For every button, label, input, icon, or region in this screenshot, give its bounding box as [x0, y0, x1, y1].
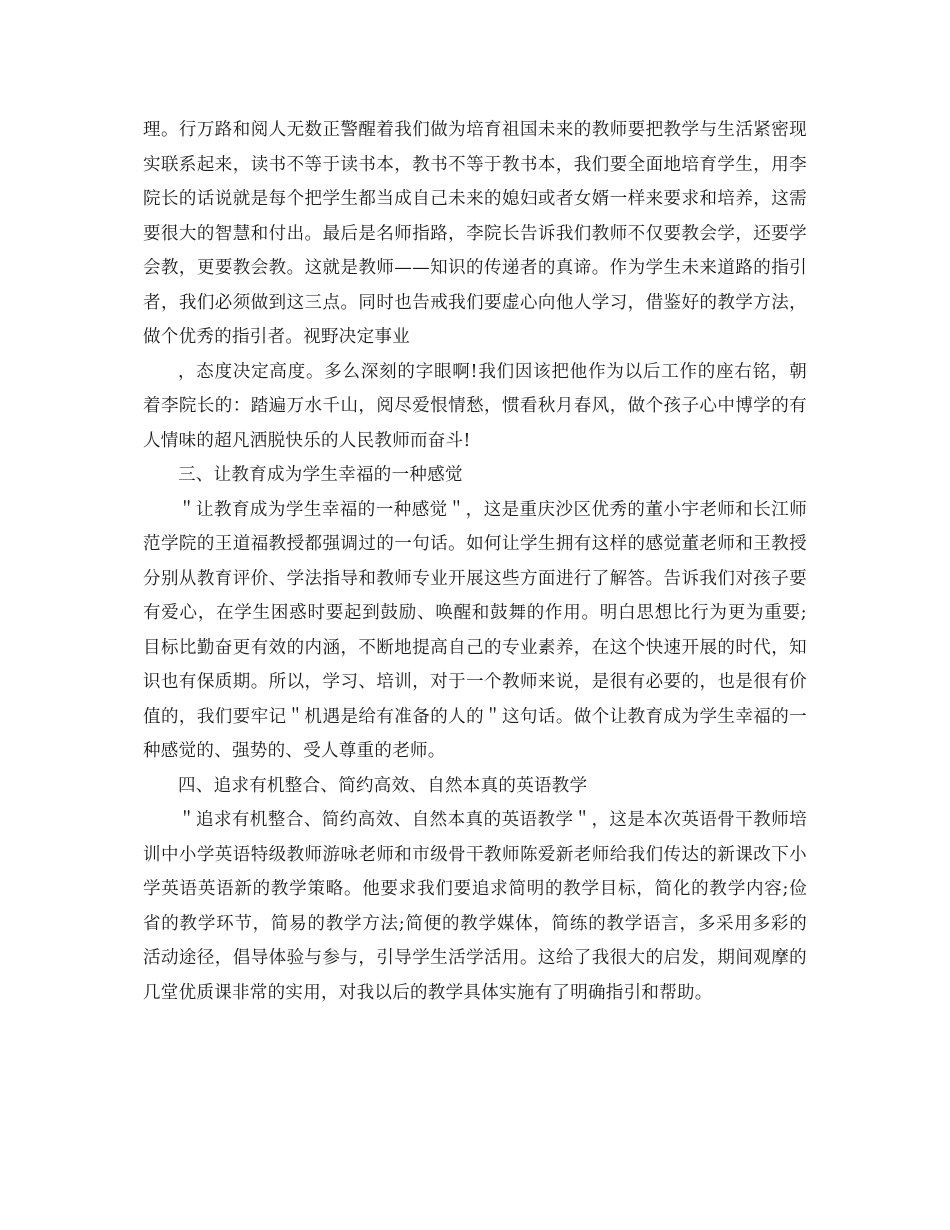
section-heading-three: 三、让教育成为学生幸福的一种感觉 — [178, 465, 463, 485]
paragraph-happiness: ＂让教育成为学生幸福的一种感觉＂，这是重庆沙区优秀的董小宇老师和长江师范学院的王道福教授都强调过的一句话。如何让学生拥有这样的感觉董老师和王教授分别从教育评价、学法指导和教师专业开展这些方面进行了解答。告诉我们对孩子要有爱心，在学生困惑时要起到鼓励、唤醒和鼓舞的作用。明白思想比行为更为重要;目标比勤奋更有效的内涵，不断地提高自己的专业素养，在这个快速开展的时代，知识也有保质期。所以，学习、培训，对于一个教师来说，是很有必要的，也是很有价值的，我们要牢记＂机遇是给有准备的人的＂这句话。做个让教育成为学生幸福的一种感觉的、强势的、受人尊重的老师。 — [143, 499, 807, 761]
paragraph-motto: ，态度决定高度。多么深刻的字眼啊!我们因该把他作为以后工作的座右铭，朝着李院长的：踏遍万水千山，阅尽爱恨情愁，惯看秋月春风，做个孩子心中博学的有人情味的超凡洒脱快乐的人民教师而奋斗! — [143, 361, 807, 451]
document-body — [143, 113, 807, 1010]
section-heading-four: 四、追求有机整合、简约高效、自然本真的英语教学 — [178, 775, 588, 796]
paragraph-english-teaching: ＂追求有机整合、简约高效、自然本真的英语教学＂，这是本次英语骨干教师培训中小学英语特级教师游咏老师和市级骨干教师陈爱新老师给我们传达的新课改下小学英语英语新的教学策略。他要求我们要追求简明的教学目标，简化的教学内容;俭省的教学环节，简易的教学方法;简便的教学媒体，简练的教学语言，多采用多彩的活动途径，倡导体验与参与，引导学生活学活用。这给了我很大的启发，期间观摩的几堂优质课非常的实用，对我以后的教学具体实施有了明确指引和帮助。 — [143, 810, 807, 1003]
paragraph-continuation: 理。行万路和阅人无数正警醒着我们做为培育祖国未来的教师要把教学与生活紧密现实联系起来，读书不等于读书本，教书不等于教书本，我们要全面地培育学生，用李院长的话说就是每个把学生都当成自己未来的媳妇或者女婿一样来要求和培养，这需要很大的智慧和付出。最后是名师指路，李院长告诉我们教师不仅要教会学，还要学会教，更要教会教。这就是教师——知识的传递者的真谛。作为学生未来道路的指引者，我们必须做到这三点。同时也告戒我们要虚心向他人学习，借鉴好的教学方法，做个优秀的指引者。视野决定事业 — [143, 120, 807, 347]
